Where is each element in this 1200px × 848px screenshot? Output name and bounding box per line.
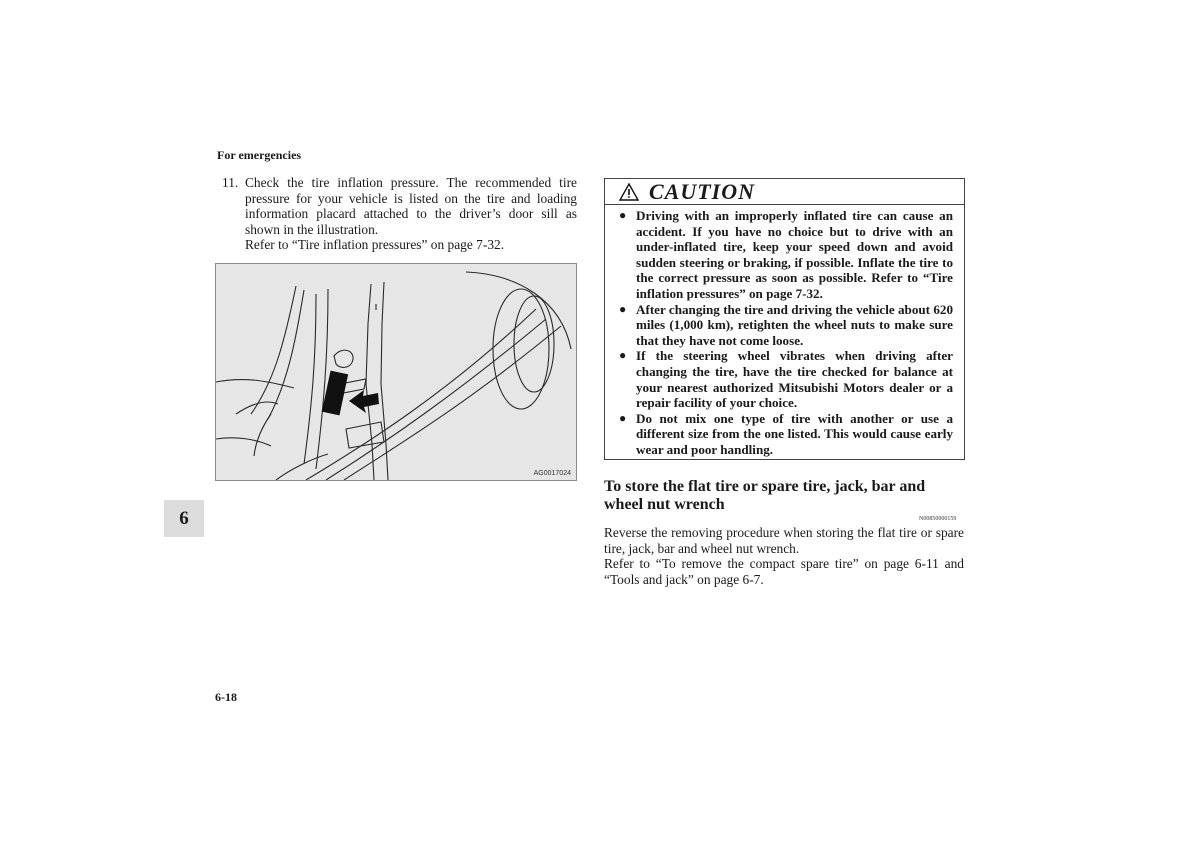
pointer-arrow bbox=[349, 390, 379, 413]
running-header: For emergencies bbox=[217, 148, 302, 162]
bullet-icon: ● bbox=[619, 208, 627, 222]
bullet-icon: ● bbox=[619, 348, 627, 363]
caution-item: ● After changing the tire and driving the vehicle about 620 miles (1,000 km), retighten the wheel nuts to make sure that they have not come loose. bbox=[619, 301, 953, 348]
section-paragraph: Refer to “To remove the compact spare tire” on page 6-11 and “Tools and jack” on page 6-7. bbox=[604, 556, 964, 587]
section-code: N00850000159 bbox=[919, 516, 957, 522]
door-sill-drawing bbox=[216, 264, 576, 480]
caution-item: ● Driving with an improperly inflated tire can cause an accident. If you have no choice but to drive with an under-inflated tire, keep your speed down and avoid sudden steering or braking, if possible. Inflate the tire to the correct pressure as soon as possible. Refer to “Tire inflation pressures” on page 7-32. bbox=[619, 208, 953, 301]
caution-title: CAUTION bbox=[649, 179, 756, 204]
caution-list bbox=[605, 205, 964, 458]
door-sill-illustration bbox=[215, 263, 577, 481]
caution-item: ● Do not mix one type of tire with another or use a different size from the one listed. This would cause early wear and poor handling. bbox=[619, 410, 953, 457]
bullet-icon: ● bbox=[619, 301, 627, 316]
step-text: Check the tire inflation pressure. The recommended tire pressure for your vehicle is listed on the tire and loading information placard attached to the driver’s door sill as shown in the illustration. bbox=[245, 175, 577, 237]
caution-header bbox=[605, 179, 964, 205]
page-number: 6-18 bbox=[215, 690, 237, 704]
chapter-tab: 6 bbox=[164, 500, 204, 537]
figure-code: AG0017024 bbox=[533, 470, 571, 477]
caution-item: ● If the steering wheel vibrates when driving after changing the tire, have the tire checked for balance at your nearest authorized Mitsubishi Motors dealer or a repair facility of your choice. bbox=[619, 348, 953, 411]
section-body bbox=[604, 525, 964, 587]
step-number: 11. bbox=[222, 175, 239, 190]
caution-box bbox=[604, 178, 965, 460]
step-11 bbox=[222, 175, 577, 253]
bullet-icon: ● bbox=[619, 410, 627, 425]
section-title: To store the flat tire or spare tire, jack, bar and wheel nut wrench bbox=[604, 478, 926, 513]
warning-triangle-icon bbox=[619, 183, 639, 201]
step-reference: Refer to “Tire inflation pressures” on page 7-32. bbox=[245, 237, 505, 253]
section-paragraph: Reverse the removing procedure when storing the flat tire or spare tire, jack, bar and wheel nut wrench. bbox=[604, 525, 964, 556]
